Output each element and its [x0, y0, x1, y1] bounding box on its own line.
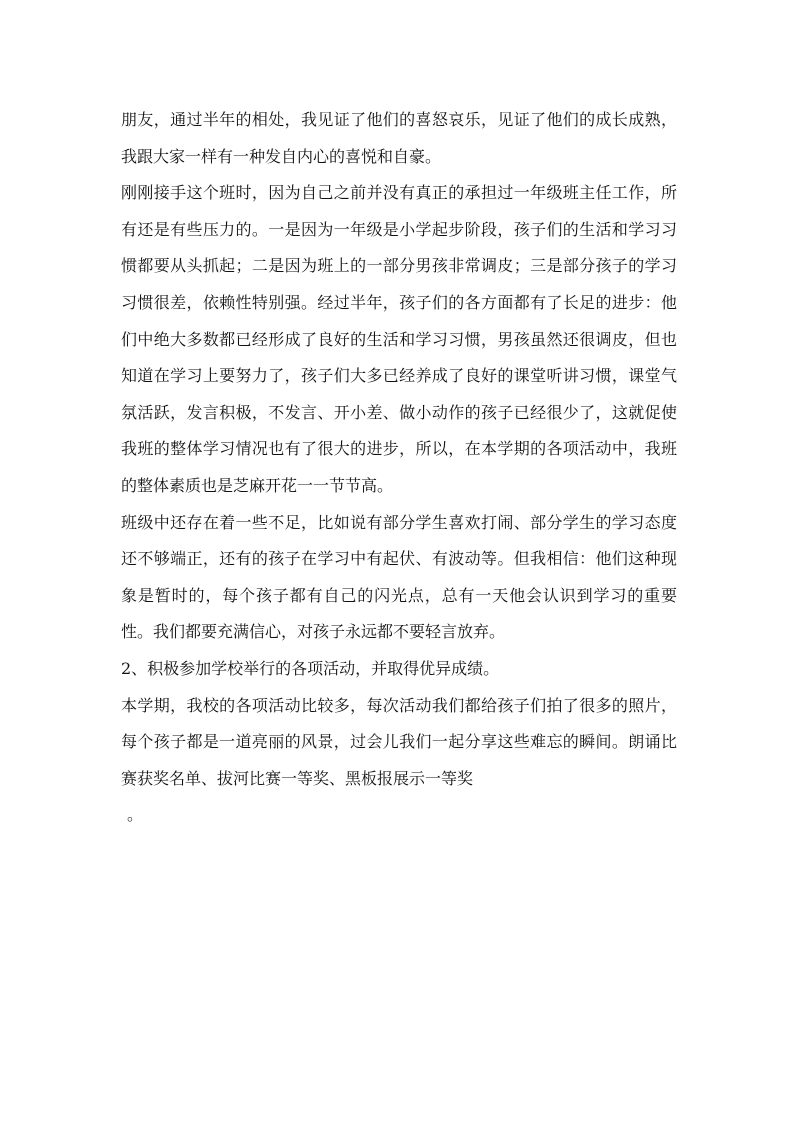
paragraph-class-takeover: 刚刚接手这个班时，因为自己之前并没有真正的承担过一年级班主任工作，所有还是有些压力的。一是因为一年级是小学起步阶段，孩子们的生活和学习习惯都要从头抓起；二是因为班上的一部分男孩非常调皮；三是部分孩子的学习习惯很差，依赖性特别强。经过半年，孩子们的各方面都有了长足的进步：他们中绝大多数都已经形成了良好的生活和学习习惯，男孩虽然还很调皮，但也知道在学习上要努力了，孩子们大多已经养成了良好的课堂听讲习惯，课堂气氛活跃，发言积极，不发言、开小差、做小动作的孩子已经很少了，这就促使我班的整体学习情况也有了很大的进步，所以，在本学期的各项活动中，我班的整体素质也是芝麻开花一一节节高。 [121, 183, 677, 495]
paragraph-intro-continuation: 朋友，通过半年的相处，我见证了他们的喜怒哀乐，见证了他们的成长成熟，我跟大家一样有一种发自内心的喜悦和自豪。 [121, 110, 677, 166]
paragraph-trailing-period: 。 [127, 805, 144, 825]
section-heading-activities: 2、积极参加学校举行的各项活动，并取得优异成绩。 [121, 658, 500, 678]
document-body [121, 102, 677, 834]
paragraph-shortcomings: 班级中还存在着一些不足，比如说有部分学生喜欢打闹、部分学生的学习态度还不够端正，还有的孩子在学习中有起伏、有波动等。但我相信：他们这种现象是暂时的，每个孩子都有自己的闪光点，总有一天他会认识到学习的重要性。我们都要充满信心，对孩子永远都不要轻言放弃。 [121, 512, 677, 642]
paragraph-activities: 本学期，我校的各项活动比较多，每次活动我们都给孩子们拍了很多的照片，每个孩子都是一道亮丽的风景，过会儿我们一起分享这些难忘的瞬间。朗诵比赛获奖名单、拔河比赛一等奖、黑板报展示一等奖 [121, 695, 677, 788]
